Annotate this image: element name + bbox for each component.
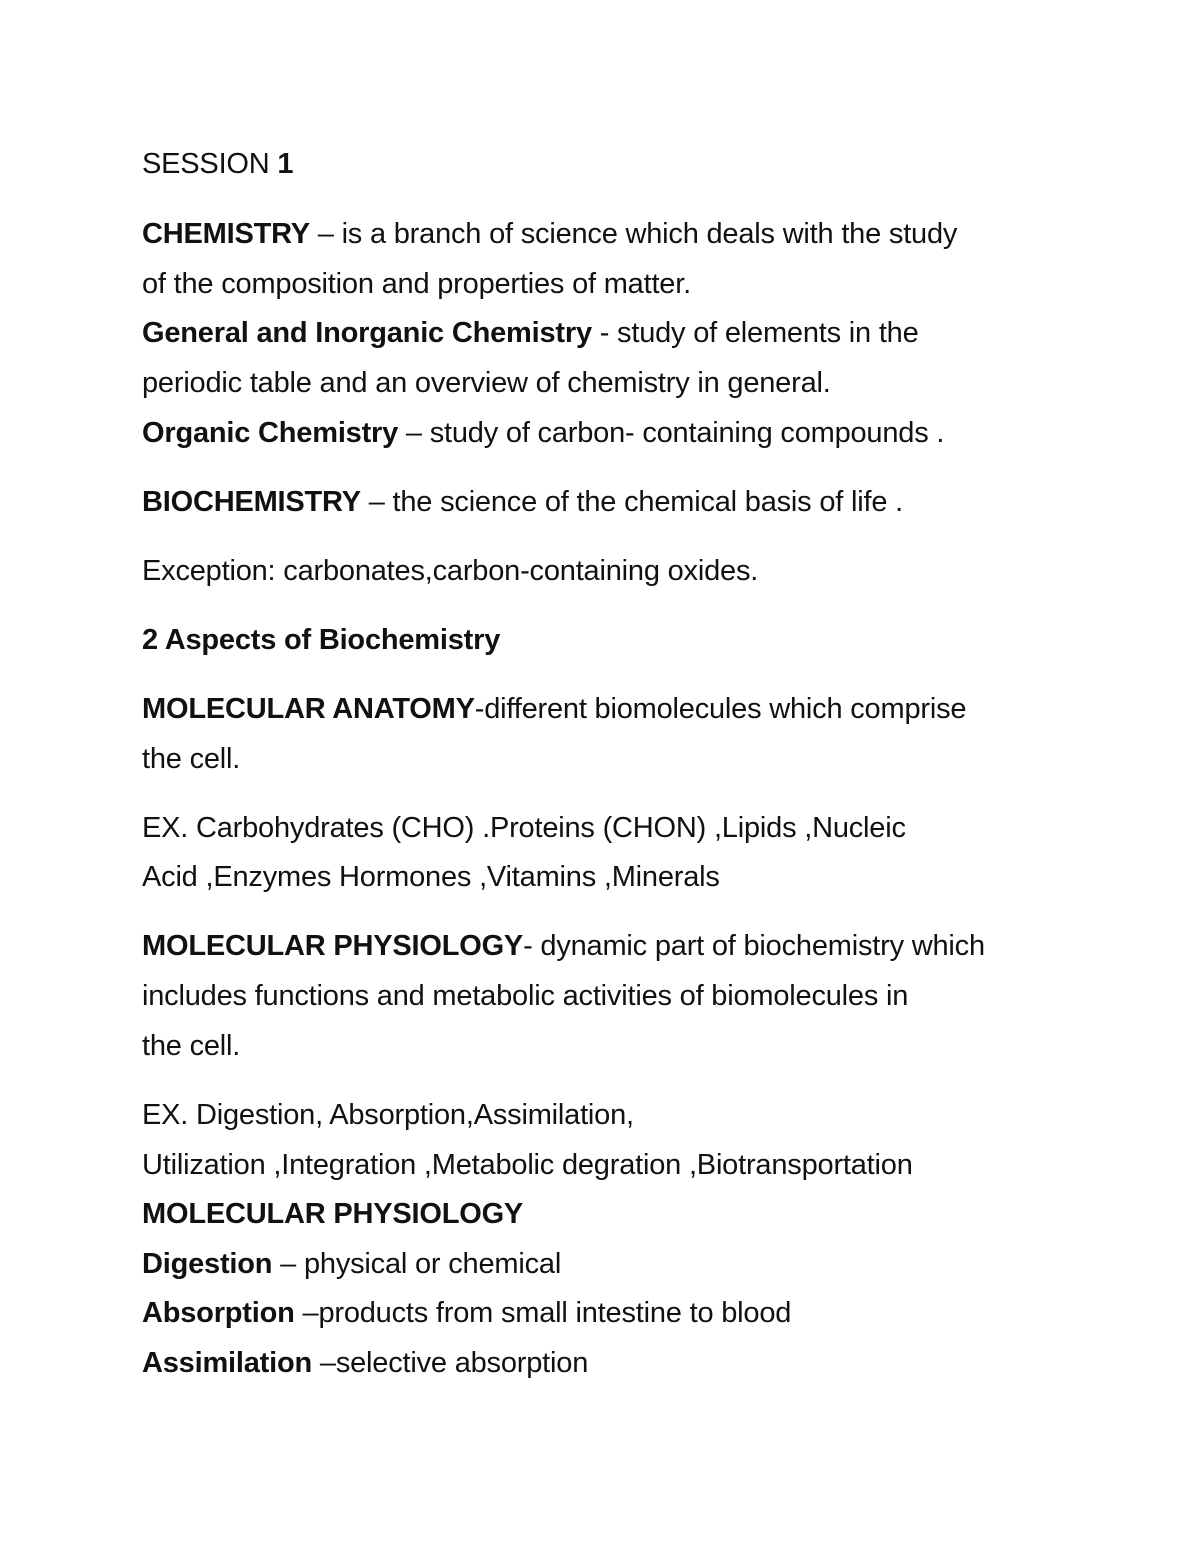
assimilation-term: Assimilation xyxy=(142,1347,313,1379)
general-inorganic-definition-line-1 xyxy=(142,308,1102,358)
general-inorganic-definition-line-2: periodic table and an overview of chemistry in general. xyxy=(142,367,831,399)
digestion-term: Digestion xyxy=(142,1248,273,1280)
chemistry-definition-text: – is a branch of science which deals with the study xyxy=(309,218,958,250)
session-label: SESSION xyxy=(142,148,278,180)
physiology-heading: MOLECULAR PHYSIOLOGY xyxy=(142,1198,524,1230)
anatomy-examples-line-2: Acid ,Enzymes Hormones ,Vitamins ,Minerals xyxy=(142,861,720,893)
digestion-definition xyxy=(142,1239,1102,1289)
molecular-anatomy-line-2: the cell. xyxy=(142,743,241,775)
organic-definition xyxy=(142,408,1102,458)
molecular-physiology-term: MOLECULAR PHYSIOLOGY xyxy=(142,930,524,962)
assimilation-definition-text: –selective absorption xyxy=(312,1347,589,1379)
assimilation-definition xyxy=(142,1338,1102,1388)
biochemistry-definition xyxy=(142,477,1102,527)
absorption-definition xyxy=(142,1288,1102,1338)
session-title xyxy=(142,139,1102,189)
molecular-physiology-definition-text: - dynamic part of biochemistry which xyxy=(523,930,985,962)
digestion-definition-text: – physical or chemical xyxy=(272,1248,562,1280)
physiology-examples-line-2: Utilization ,Integration ,Metabolic degration ,Biotransportation xyxy=(142,1149,913,1181)
biochemistry-term: BIOCHEMISTRY xyxy=(142,486,361,518)
chemistry-definition-line-2: of the composition and properties of matter. xyxy=(142,268,691,300)
physiology-examples-line-1: EX. Digestion, Absorption,Assimilation, xyxy=(142,1099,634,1131)
absorption-definition-text: –products from small intestine to blood xyxy=(294,1297,792,1329)
absorption-term: Absorption xyxy=(142,1297,295,1329)
molecular-physiology-line-1 xyxy=(142,921,1102,971)
biochemistry-definition-text: – the science of the chemical basis of life . xyxy=(360,486,903,518)
molecular-anatomy-definition-text: -different biomolecules which comprise xyxy=(474,693,967,725)
molecular-physiology-line-2: includes functions and metabolic activities of biomolecules in xyxy=(142,980,909,1012)
session-number: 1 xyxy=(277,148,294,180)
organic-term: Organic Chemistry xyxy=(142,417,399,449)
exception-note: Exception: carbonates,carbon-containing oxides. xyxy=(142,555,759,587)
chemistry-definition-line-1 xyxy=(142,209,1102,259)
organic-definition-text: – study of carbon- containing compounds . xyxy=(398,417,945,449)
molecular-anatomy-term: MOLECULAR ANATOMY xyxy=(142,693,475,725)
aspects-heading: 2 Aspects of Biochemistry xyxy=(142,624,501,656)
general-inorganic-definition-text: - study of elements in the xyxy=(591,317,919,349)
anatomy-examples-line-1: EX. Carbohydrates (CHO) .Proteins (CHON) ,Lipids ,Nucleic xyxy=(142,812,906,844)
molecular-physiology-line-3: the cell. xyxy=(142,1030,241,1062)
general-inorganic-term: General and Inorganic Chemistry xyxy=(142,317,592,349)
chemistry-term: CHEMISTRY xyxy=(142,218,310,250)
molecular-anatomy-line-1 xyxy=(142,684,1102,734)
